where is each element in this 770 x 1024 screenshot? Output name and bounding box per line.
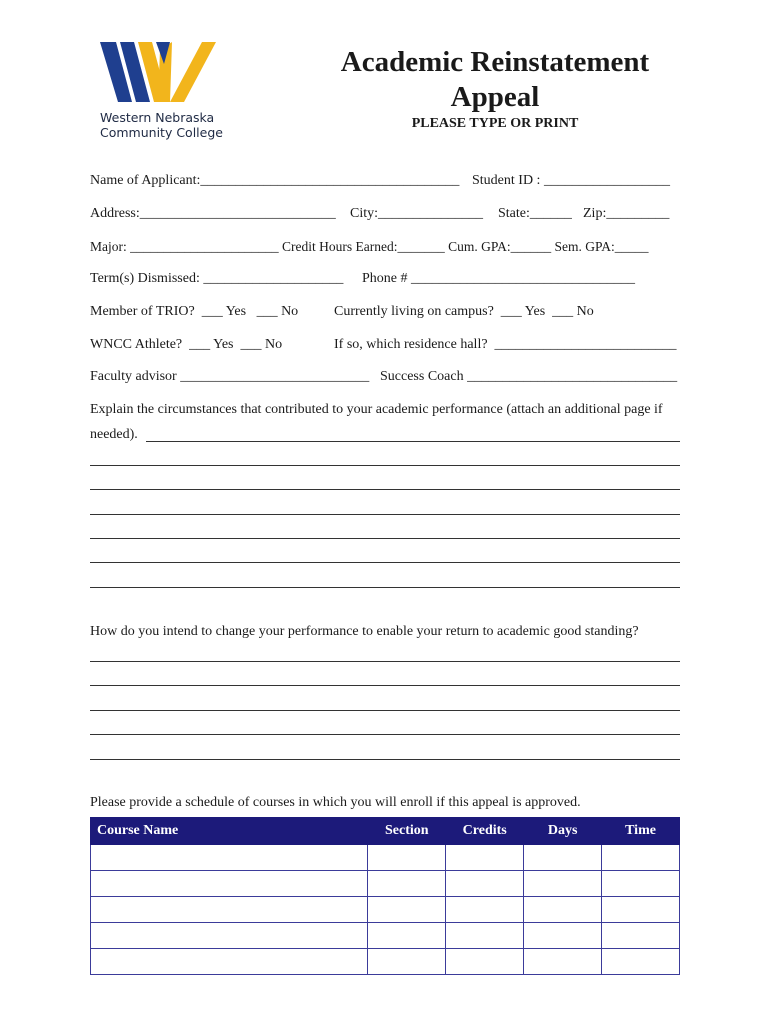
table-row xyxy=(91,923,680,949)
answer-line[interactable] xyxy=(90,759,680,760)
course-schedule-table xyxy=(90,817,680,975)
page-subtitle: PLEASE TYPE OR PRINT xyxy=(411,116,579,131)
table-cell[interactable] xyxy=(446,845,524,871)
answer-line[interactable] xyxy=(90,489,680,490)
table-cell[interactable] xyxy=(524,897,602,923)
circumstances-question-cont: needed). xyxy=(90,427,138,442)
logo-text-line1: Western Nebraska xyxy=(100,110,215,125)
answer-line[interactable] xyxy=(90,587,680,588)
table-cell[interactable] xyxy=(602,949,680,975)
col-header-credits: Credits xyxy=(446,818,524,845)
name-field[interactable]: Name of Applicant:_____________________________________ xyxy=(90,173,460,188)
table-cell[interactable] xyxy=(446,897,524,923)
logo-text-line2: Community College xyxy=(100,125,223,140)
table-cell[interactable] xyxy=(368,923,446,949)
table-cell[interactable] xyxy=(91,949,368,975)
city-field[interactable]: City:_______________ xyxy=(350,206,484,221)
state-field[interactable]: State:______ xyxy=(498,206,572,221)
athlete-field[interactable]: WNCC Athlete? ___ Yes ___ No xyxy=(90,337,283,352)
table-cell[interactable] xyxy=(368,897,446,923)
wncc-w-logo-icon xyxy=(98,40,228,110)
answer-line[interactable] xyxy=(90,514,680,515)
col-header-section: Section xyxy=(368,818,446,845)
trio-member-field[interactable]: Member of TRIO? ___ Yes ___ No xyxy=(90,304,299,319)
major-gpa-field[interactable]: Major: ______________________ Credit Hours Earned:_______ Cum. GPA:______ Sem. GPA:_____ xyxy=(90,239,649,254)
table-cell[interactable] xyxy=(91,897,368,923)
term-dismissed-field[interactable]: Term(s) Dismissed: ____________________ xyxy=(90,271,344,286)
circumstances-question: Explain the circumstances that contributed to your academic performance (attach an additional page if xyxy=(90,402,663,417)
zip-field[interactable]: Zip:_________ xyxy=(583,206,670,221)
table-cell[interactable] xyxy=(446,949,524,975)
student-id-field[interactable]: Student ID : __________________ xyxy=(472,173,670,188)
col-header-course-name: Course Name xyxy=(91,818,368,845)
schedule-instructions: Please provide a schedule of courses in which you will enroll if this appeal is approved. xyxy=(90,795,581,810)
address-field[interactable]: Address:____________________________ xyxy=(90,206,336,221)
answer-line[interactable] xyxy=(90,710,680,711)
answer-line[interactable] xyxy=(90,685,680,686)
table-row xyxy=(91,949,680,975)
answer-line[interactable] xyxy=(90,562,680,563)
table-row xyxy=(91,845,680,871)
table-cell[interactable] xyxy=(368,871,446,897)
table-cell[interactable] xyxy=(91,871,368,897)
answer-line[interactable] xyxy=(90,465,680,466)
success-coach-field[interactable]: Success Coach ______________________________ xyxy=(380,369,678,384)
page-title-line2: Appeal xyxy=(450,81,540,113)
residence-hall-field[interactable]: If so, which residence hall? __________________________ xyxy=(334,337,677,352)
table-cell[interactable] xyxy=(602,923,680,949)
table-cell[interactable] xyxy=(602,897,680,923)
page-title-line1: Academic Reinstatement xyxy=(340,46,650,78)
answer-line[interactable] xyxy=(90,538,680,539)
table-cell[interactable] xyxy=(524,949,602,975)
table-cell[interactable] xyxy=(602,871,680,897)
table-cell[interactable] xyxy=(91,923,368,949)
table-cell[interactable] xyxy=(446,871,524,897)
table-header-row xyxy=(91,818,680,845)
answer-line[interactable] xyxy=(146,441,680,442)
table-cell[interactable] xyxy=(91,845,368,871)
table-row xyxy=(91,897,680,923)
table-cell[interactable] xyxy=(524,923,602,949)
phone-field[interactable]: Phone # ________________________________ xyxy=(362,271,635,286)
answer-line[interactable] xyxy=(90,734,680,735)
improvement-question: How do you intend to change your performance to enable your return to academic good standing? xyxy=(90,624,639,639)
living-on-campus-field[interactable]: Currently living on campus? ___ Yes ___ No xyxy=(334,304,594,319)
col-header-days: Days xyxy=(524,818,602,845)
table-body xyxy=(91,845,680,975)
faculty-advisor-field[interactable]: Faculty advisor ___________________________ xyxy=(90,369,370,384)
col-header-time: Time xyxy=(602,818,680,845)
table-cell[interactable] xyxy=(524,845,602,871)
table-cell[interactable] xyxy=(446,923,524,949)
answer-line[interactable] xyxy=(90,661,680,662)
table-cell[interactable] xyxy=(368,949,446,975)
table-cell[interactable] xyxy=(368,845,446,871)
table-cell[interactable] xyxy=(602,845,680,871)
table-cell[interactable] xyxy=(524,871,602,897)
table-row xyxy=(91,871,680,897)
